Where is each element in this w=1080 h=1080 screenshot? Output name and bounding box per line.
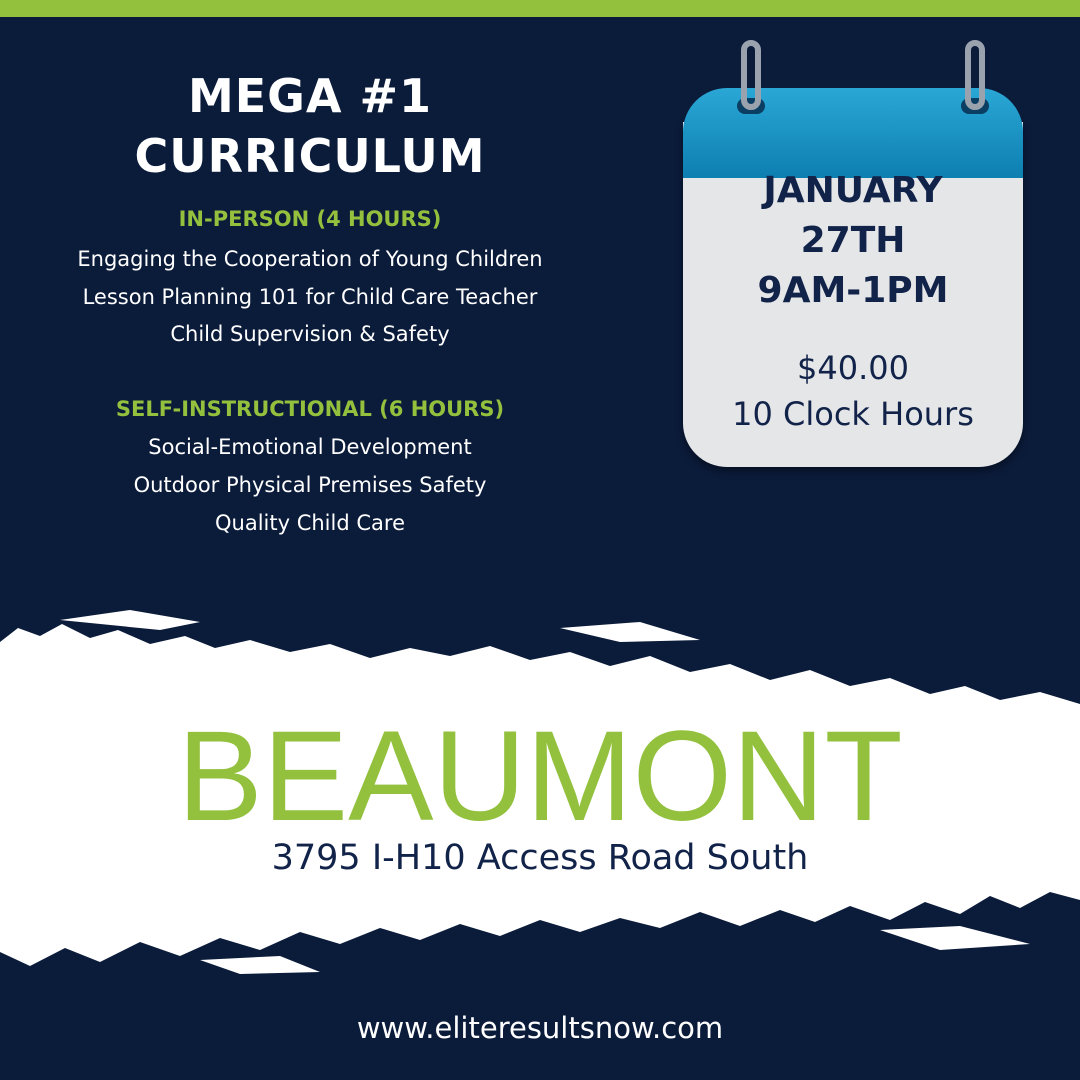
- address: 3795 I-H10 Access Road South: [271, 838, 809, 878]
- in-person-course: Engaging the Cooperation of Young Children: [77, 247, 543, 271]
- event-day: 27TH: [800, 220, 906, 261]
- self-instructional-course: Outdoor Physical Premises Safety: [133, 473, 487, 497]
- self-instructional-course: Social-Emotional Development: [148, 435, 472, 459]
- in-person-course: Lesson Planning 101 for Child Care Teacher: [82, 285, 538, 309]
- calendar-ring: [741, 40, 761, 110]
- event-price: $40.00: [797, 349, 909, 387]
- event-clock-hours: 10 Clock Hours: [732, 395, 974, 433]
- in-person-course: Child Supervision & Safety: [170, 322, 450, 346]
- event-time: 9AM-1PM: [757, 270, 949, 311]
- calendar-icon: [683, 40, 1023, 470]
- self-instructional-course: Quality Child Care: [215, 511, 405, 535]
- in-person-title: IN-PERSON (4 HOURS): [178, 207, 442, 231]
- heading-line-1: MEGA #1: [187, 69, 433, 123]
- website-link[interactable]: www.eliteresultsnow.com: [356, 1011, 724, 1045]
- top-accent-bar: [0, 0, 1080, 17]
- self-instructional-title: SELF-INSTRUCTIONAL (6 HOURS): [115, 397, 505, 421]
- heading-line-2: CURRICULUM: [134, 129, 486, 183]
- city-name: BEAUMONT: [177, 705, 903, 848]
- event-month: JANUARY: [763, 170, 943, 211]
- calendar-ring: [965, 40, 985, 110]
